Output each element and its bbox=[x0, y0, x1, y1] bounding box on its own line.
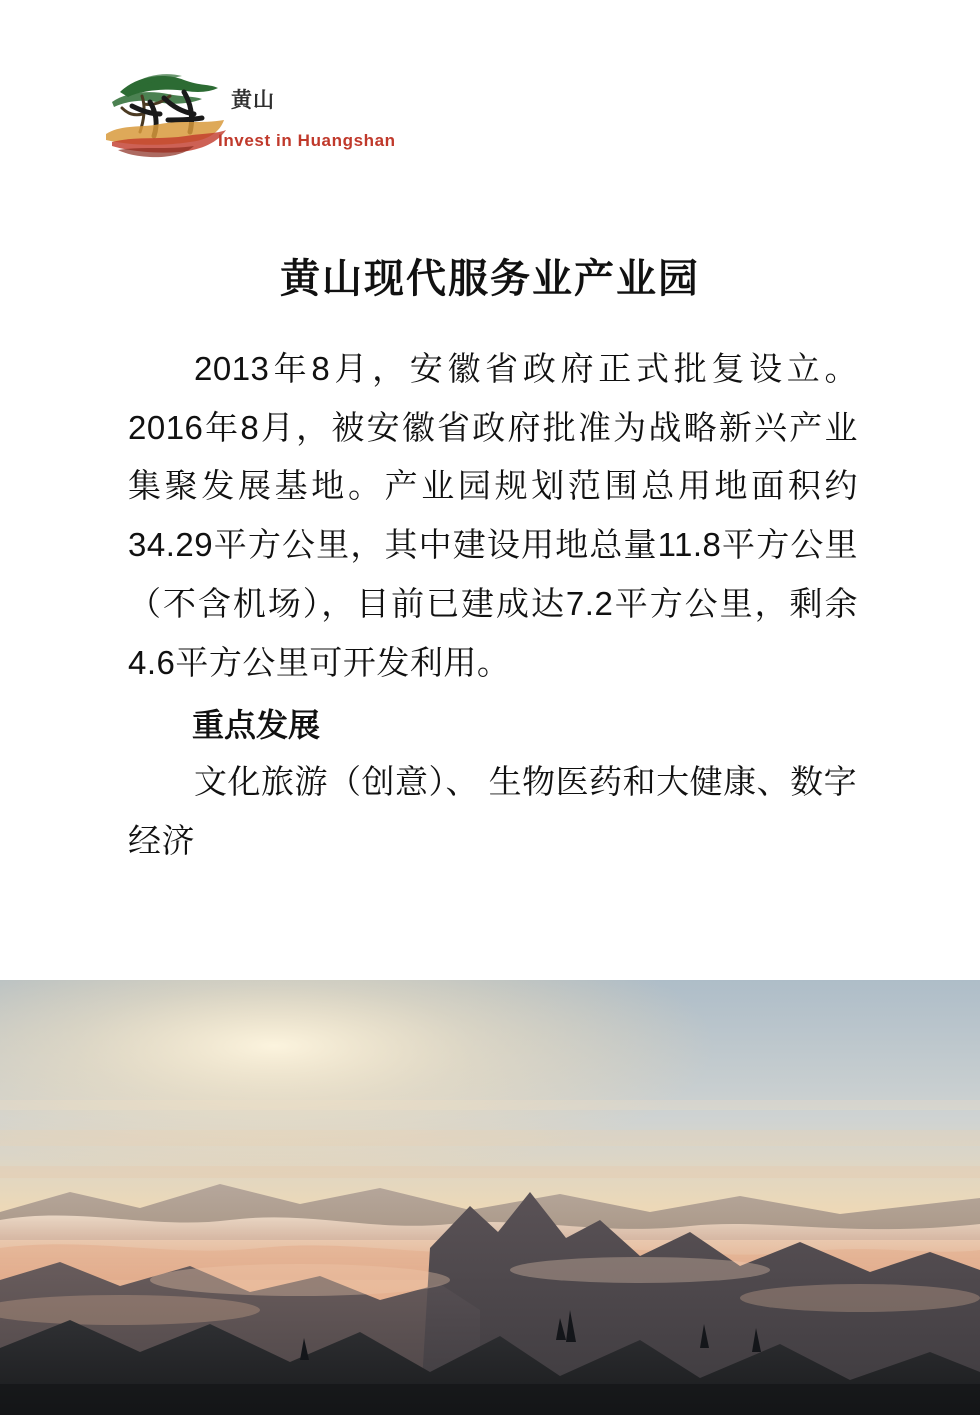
pine-tree-calligraphy-logo-icon bbox=[98, 62, 238, 162]
section-subheading: 重点发展 bbox=[192, 707, 321, 744]
focus-industries-text: 文化旅游（创意）、 生物医药和大健康、数字经济 bbox=[128, 762, 858, 859]
page-title: 黄山现代服务业产业园 bbox=[280, 256, 700, 301]
huangshan-sea-of-clouds-photo bbox=[0, 980, 980, 1415]
logo-chinese-text: 黄山 bbox=[231, 89, 275, 112]
intro-paragraph: 2013年8月，安徽省政府正式批复设立。2016年8月，被安徽省政府批准为战略新兴产业集聚发展基地。产业园规划范围总用地面积约34.29平方公里，其中建设用地总量11.8平方公里（不含机场），目前已建成达7.2平方公里，剩余4.6平方公里可开发利用。 bbox=[128, 350, 858, 681]
document-body bbox=[128, 340, 858, 870]
logo-english-text: Invest in Huangshan bbox=[218, 131, 396, 150]
brand-logo bbox=[98, 62, 398, 167]
